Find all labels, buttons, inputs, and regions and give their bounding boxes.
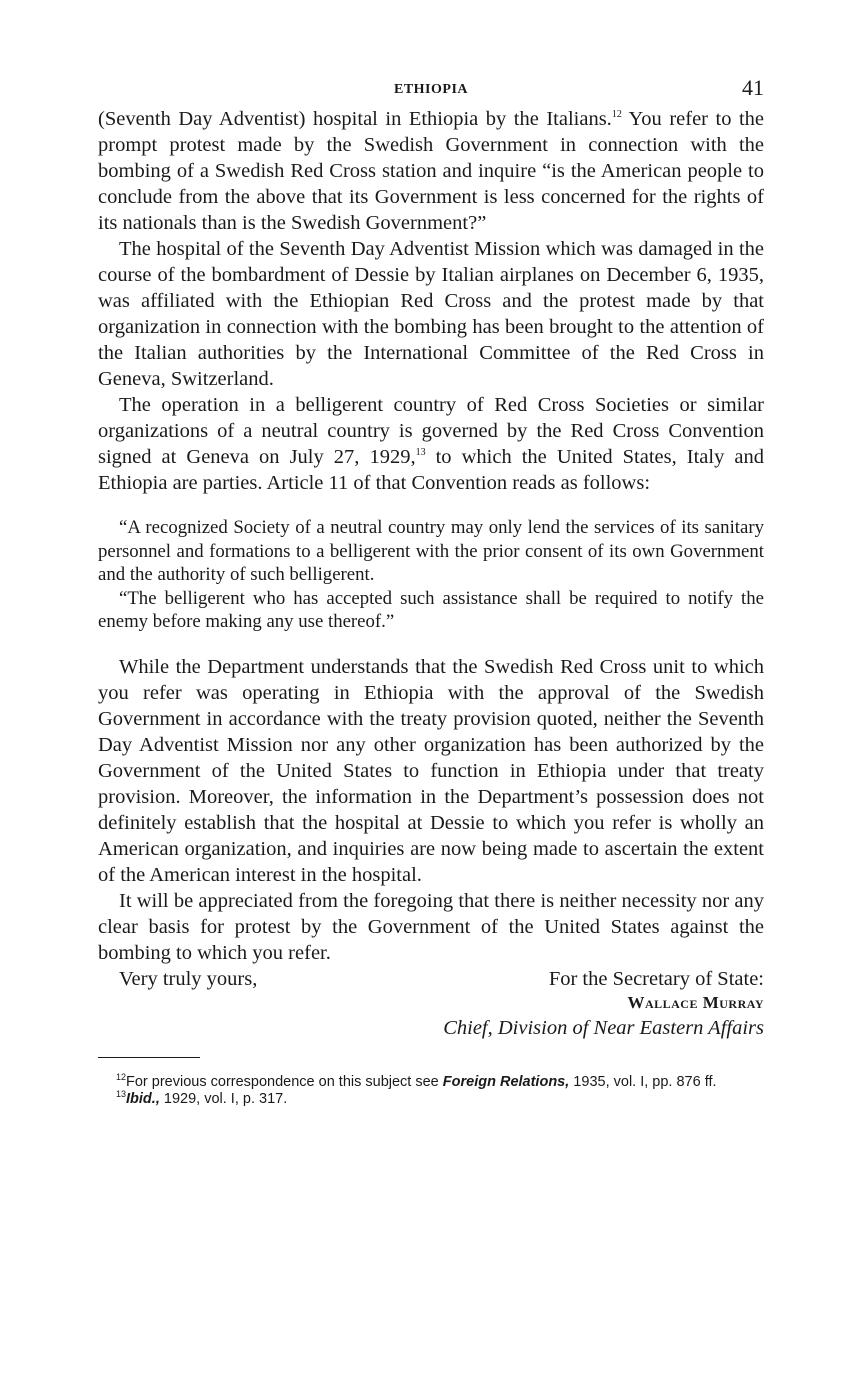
document-page <box>98 72 764 1108</box>
paragraph-1-text-a: (Seventh Day Adventist) hospital in Ethiopia by the Italians. <box>98 108 612 130</box>
footnote-13 <box>98 1088 764 1108</box>
paragraph-2: The hospital of the Seventh Day Adventist Mission which was damaged in the course of the bombardment of Dessie by Italian airplanes on December 6, 1935, was affiliated with the Ethiopian Red Cross and the protest made by that organization in connection with the bombing has been brought to the attention of the Italian authorities by the International Committee of the Red Cross in Geneva, Switzerland. <box>98 238 764 390</box>
footnote-number: 12 <box>116 1071 127 1082</box>
paragraph-3-text-b: to which the United States, Italy and Ethiopia are parties. Article 11 of that Convention reads as follows: <box>98 446 764 494</box>
paragraph-5: It will be appreciated from the foregoing that there is neither necessity nor any clear basis for protest by the Government of the United States against the bombing to which you refer. <box>98 889 764 964</box>
salutation: Very truly yours, <box>119 967 258 990</box>
page-number: 41 <box>742 75 764 100</box>
paragraph-3-text-a: The operation in a belligerent country of Red Cross Societies or similar organizations of a neutral country is governed by the Red Cross Convention signed at Geneva on July 27, 1929, <box>98 394 764 468</box>
signer-name: Wallace Murray <box>627 992 764 1012</box>
footnote-number: 13 <box>116 1088 127 1099</box>
paragraph-4: While the Department understands that the Swedish Red Cross unit to which you refer was operating in Ethiopia with the approval of the Swedish Government in accordance with the treaty provision quoted, neither the Seventh Day Adventist Mission nor any other organization has been authorized by the Government of the United States to function in Ethiopia under that treaty provision. Moreover, the information in the Department’s possession does not definitely establish that the hospital at Dessie to which you refer is wholly an American organization, and inquiries are now being made to ascertain the extent of the American interest in the hospital. <box>98 655 764 886</box>
page-header <box>98 72 764 106</box>
closing-row <box>98 966 764 992</box>
footnote-rule <box>98 1057 200 1058</box>
footnote-ref-12: 12 <box>611 109 622 121</box>
footnote-ref-13: 13 <box>415 447 426 459</box>
for-secretary-line: For the Secretary of State: <box>548 967 764 990</box>
paragraph-1-text-b: You refer to the prompt protest made by the Swedish Government in connection with the bombing of a Swedish Red Cross station and inquire “is the American people to conclude from the above that its Government is less concerned for the rights of its nationals than is the Swedish Government?” <box>98 108 764 234</box>
footnote-text: For previous correspondence on this subject see <box>126 1073 443 1090</box>
paragraph-3 <box>98 392 764 496</box>
footnote-text: 1929, vol. I, p. 317. <box>159 1090 288 1107</box>
footnote-text: 1935, vol. I, pp. 876 ff. <box>569 1073 717 1090</box>
footnotes <box>98 1071 764 1108</box>
footnote-italic-title: Foreign Relations, <box>442 1073 570 1090</box>
block-quote <box>98 516 764 634</box>
quote-paragraph-2: “The belligerent who has accepted such assistance shall be required to notify the enemy before making any use thereof.” <box>98 587 764 632</box>
running-head: ETHIOPIA <box>393 82 468 97</box>
signer-title: Chief, Division of Near Eastern Affairs <box>443 1016 764 1039</box>
quote-paragraph-1: “A recognized Society of a neutral country may only lend the services of its sanitary personnel and formations to a belligerent with the prior consent of its own Government and the authority of such belligerent. <box>98 517 764 585</box>
footnote-italic-title: Ibid., <box>126 1090 160 1107</box>
footnote-12 <box>98 1071 764 1091</box>
paragraph-1 <box>98 106 764 236</box>
